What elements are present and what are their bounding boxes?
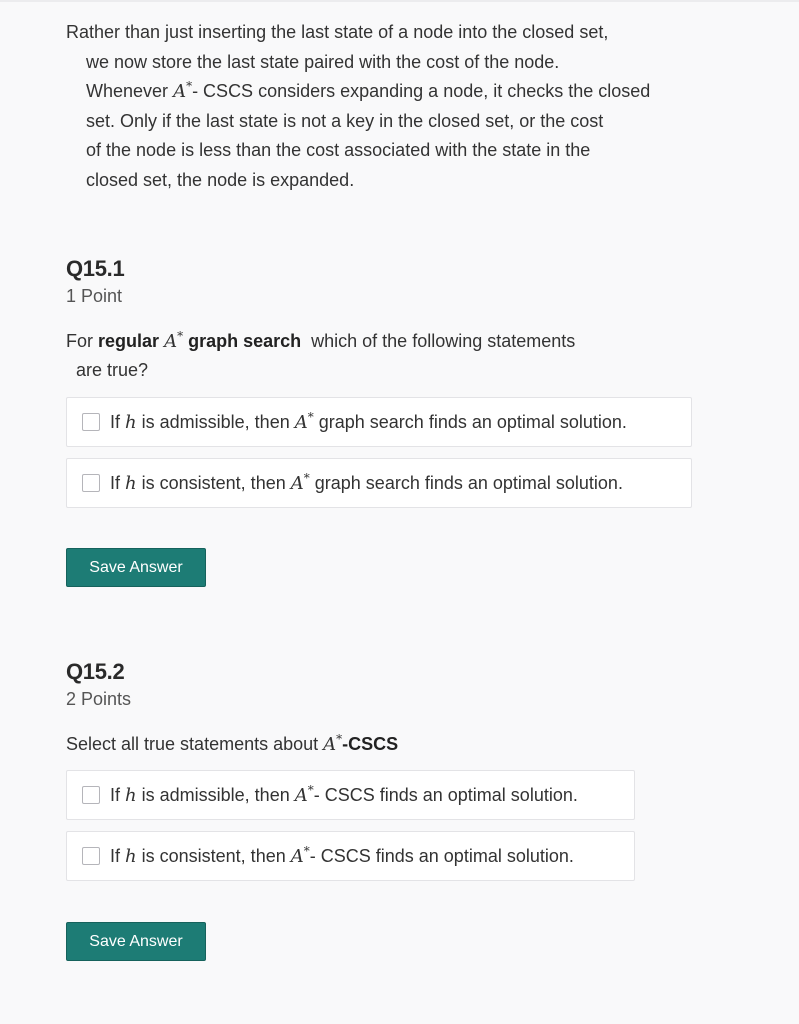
question-prompt-q15-2: Select all true statements about A*-CSCS [66, 732, 399, 755]
intro-line-5: of the node is less than the cost associated with the state in the [86, 140, 591, 160]
question-prompt-q15-1: For regular A* graph search which of the following statements are true? [66, 329, 576, 380]
intro-whenever: Whenever [86, 81, 169, 101]
math-a-star: A* [323, 732, 343, 755]
checkbox[interactable] [82, 413, 100, 431]
checkbox[interactable] [82, 847, 100, 865]
intro-line-6: closed set, the node is expanded. [86, 169, 355, 190]
option-label: If h is admissible, then A* graph search finds an optimal solution. [110, 409, 627, 433]
checkbox[interactable] [82, 474, 100, 492]
q15-2-option-admissible[interactable] [66, 770, 635, 820]
save-answer-button-q15-1[interactable]: Save Answer [66, 548, 206, 587]
intro-line-1: Rather than just inserting the last state of a node into the closed set, [66, 22, 609, 42]
intro-line-3 [66, 77, 756, 107]
intro-line-4: set. Only if the last state is not a key in the closed set, or the cost [86, 110, 604, 131]
option-label: If h is consistent, then A* graph search finds an optimal solution. [110, 470, 623, 494]
q15-1-option-admissible[interactable] [66, 397, 692, 447]
save-answer-button-q15-2[interactable]: Save Answer [66, 922, 206, 961]
question-points-q15-2: 2 Points [66, 689, 132, 709]
q15-2-option-consistent[interactable] [66, 831, 635, 881]
question-title-q15-2: Q15.2 [66, 659, 125, 684]
question-title-q15-1: Q15.1 [66, 256, 125, 281]
intro-line-2: we now store the last state paired with the cost of the node. [86, 51, 560, 72]
intro-line-3-rest: - CSCS considers expanding a node, it checks the closed [192, 81, 651, 101]
option-label: If h is admissible, then A*- CSCS finds an optimal solution. [110, 782, 578, 806]
option-label: If h is consistent, then A*- CSCS finds an optimal solution. [110, 843, 574, 867]
top-divider [0, 0, 799, 2]
math-a-star: A* [173, 79, 193, 102]
intro-paragraph [66, 18, 756, 195]
q15-1-option-consistent[interactable] [66, 458, 692, 508]
math-a-star: A* [164, 329, 184, 352]
checkbox[interactable] [82, 786, 100, 804]
question-points-q15-1: 1 Point [66, 286, 123, 306]
